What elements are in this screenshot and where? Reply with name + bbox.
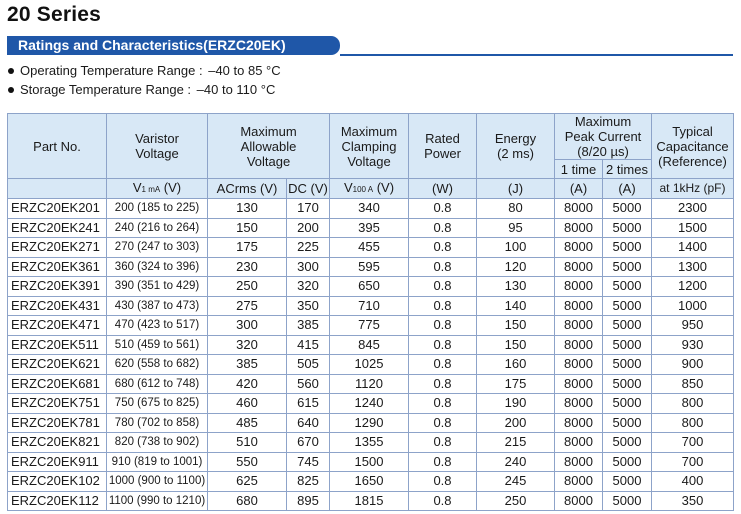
cell-varistor-voltage: 240 (216 to 264) — [107, 218, 208, 238]
cell-energy: 175 — [477, 374, 555, 394]
condition-storage-temp — [7, 80, 281, 99]
table-row — [8, 257, 734, 277]
cell-dc-voltage: 560 — [287, 374, 330, 394]
unit-peak-2times: (A) — [603, 179, 652, 199]
cell-peak-current-2times: 5000 — [603, 355, 652, 375]
header-typical-capacitance: Typical Capacitance (Reference) — [652, 114, 734, 179]
cell-part-no: ERZC20EK271 — [8, 238, 107, 258]
cell-clamping-voltage: 1120 — [330, 374, 409, 394]
cell-rated-power: 0.8 — [409, 433, 477, 453]
cell-peak-current-1time: 8000 — [555, 491, 603, 511]
cell-energy: 95 — [477, 218, 555, 238]
condition-value: –40 to 110 °C — [196, 82, 276, 97]
cell-energy: 250 — [477, 491, 555, 511]
cell-acrms-voltage: 150 — [208, 218, 287, 238]
cell-peak-current-1time: 8000 — [555, 452, 603, 472]
cell-varistor-voltage: 270 (247 to 303) — [107, 238, 208, 258]
header-peak-2times: 2 times — [603, 160, 652, 179]
cell-varistor-voltage: 1000 (900 to 1100) — [107, 472, 208, 492]
cell-clamping-voltage: 775 — [330, 316, 409, 336]
cell-energy: 150 — [477, 335, 555, 355]
cell-energy: 130 — [477, 277, 555, 297]
cell-rated-power: 0.8 — [409, 218, 477, 238]
unit-clamping-voltage: V100 A (V) — [330, 179, 409, 199]
cell-part-no: ERZC20EK102 — [8, 472, 107, 492]
cell-capacitance: 950 — [652, 316, 734, 336]
cell-rated-power: 0.8 — [409, 452, 477, 472]
cell-peak-current-1time: 8000 — [555, 394, 603, 414]
cell-energy: 160 — [477, 355, 555, 375]
cell-part-no: ERZC20EK361 — [8, 257, 107, 277]
cell-capacitance: 700 — [652, 433, 734, 453]
table-row — [8, 199, 734, 219]
table-row — [8, 472, 734, 492]
cell-rated-power: 0.8 — [409, 316, 477, 336]
cell-peak-current-1time: 8000 — [555, 257, 603, 277]
cell-peak-current-2times: 5000 — [603, 335, 652, 355]
cell-varistor-voltage: 1100 (990 to 1210) — [107, 491, 208, 511]
cell-rated-power: 0.8 — [409, 394, 477, 414]
cell-peak-current-2times: 5000 — [603, 452, 652, 472]
cell-rated-power: 0.8 — [409, 335, 477, 355]
cell-peak-current-1time: 8000 — [555, 413, 603, 433]
cell-varistor-voltage: 360 (324 to 396) — [107, 257, 208, 277]
cell-clamping-voltage: 595 — [330, 257, 409, 277]
cell-peak-current-1time: 8000 — [555, 355, 603, 375]
unit-energy: (J) — [477, 179, 555, 199]
cell-dc-voltage: 385 — [287, 316, 330, 336]
cell-part-no: ERZC20EK511 — [8, 335, 107, 355]
cell-dc-voltage: 670 — [287, 433, 330, 453]
cell-acrms-voltage: 175 — [208, 238, 287, 258]
cell-capacitance: 850 — [652, 374, 734, 394]
cell-peak-current-2times: 5000 — [603, 433, 652, 453]
cell-energy: 80 — [477, 199, 555, 219]
cell-energy: 240 — [477, 452, 555, 472]
cell-clamping-voltage: 1355 — [330, 433, 409, 453]
cell-acrms-voltage: 320 — [208, 335, 287, 355]
table-row — [8, 277, 734, 297]
cell-energy: 190 — [477, 394, 555, 414]
cell-rated-power: 0.8 — [409, 374, 477, 394]
cell-part-no: ERZC20EK241 — [8, 218, 107, 238]
cell-dc-voltage: 415 — [287, 335, 330, 355]
cell-peak-current-2times: 5000 — [603, 199, 652, 219]
cell-rated-power: 0.8 — [409, 277, 477, 297]
cell-acrms-voltage: 680 — [208, 491, 287, 511]
cell-dc-voltage: 615 — [287, 394, 330, 414]
cell-varistor-voltage: 820 (738 to 902) — [107, 433, 208, 453]
cell-part-no: ERZC20EK621 — [8, 355, 107, 375]
cell-capacitance: 700 — [652, 452, 734, 472]
cell-dc-voltage: 505 — [287, 355, 330, 375]
cell-dc-voltage: 320 — [287, 277, 330, 297]
table-row — [8, 491, 734, 511]
cell-clamping-voltage: 650 — [330, 277, 409, 297]
cell-part-no: ERZC20EK911 — [8, 452, 107, 472]
bullet-icon — [8, 68, 14, 74]
cell-dc-voltage: 225 — [287, 238, 330, 258]
cell-rated-power: 0.8 — [409, 491, 477, 511]
table-row — [8, 218, 734, 238]
cell-peak-current-1time: 8000 — [555, 218, 603, 238]
cell-varistor-voltage: 910 (819 to 1001) — [107, 452, 208, 472]
cell-varistor-voltage: 750 (675 to 825) — [107, 394, 208, 414]
cell-acrms-voltage: 130 — [208, 199, 287, 219]
cell-capacitance: 350 — [652, 491, 734, 511]
cell-part-no: ERZC20EK112 — [8, 491, 107, 511]
cell-acrms-voltage: 625 — [208, 472, 287, 492]
header-max-clamping-voltage: Maximum Clamping Voltage — [330, 114, 409, 179]
header-energy: Energy (2 ms) — [477, 114, 555, 179]
cell-peak-current-1time: 8000 — [555, 238, 603, 258]
cell-varistor-voltage: 470 (423 to 517) — [107, 316, 208, 336]
cell-peak-current-2times: 5000 — [603, 238, 652, 258]
table-row — [8, 296, 734, 316]
ratings-table — [7, 113, 734, 511]
cell-part-no: ERZC20EK681 — [8, 374, 107, 394]
cell-dc-voltage: 895 — [287, 491, 330, 511]
cell-rated-power: 0.8 — [409, 296, 477, 316]
section-banner: Ratings and Characteristics(ERZC20EK) — [7, 36, 340, 55]
cell-dc-voltage: 745 — [287, 452, 330, 472]
cell-clamping-voltage: 1500 — [330, 452, 409, 472]
cell-energy: 150 — [477, 316, 555, 336]
table-row — [8, 452, 734, 472]
condition-label: Storage Temperature Range : — [20, 82, 192, 97]
cell-part-no: ERZC20EK391 — [8, 277, 107, 297]
unit-capacitance: at 1kHz (pF) — [652, 179, 734, 199]
cell-peak-current-2times: 5000 — [603, 296, 652, 316]
cell-dc-voltage: 825 — [287, 472, 330, 492]
header-part-no: Part No. — [8, 114, 107, 179]
cell-part-no: ERZC20EK201 — [8, 199, 107, 219]
cell-clamping-voltage: 395 — [330, 218, 409, 238]
cell-peak-current-2times: 5000 — [603, 413, 652, 433]
cell-peak-current-1time: 8000 — [555, 335, 603, 355]
cell-peak-current-1time: 8000 — [555, 199, 603, 219]
cell-energy: 215 — [477, 433, 555, 453]
cell-varistor-voltage: 200 (185 to 225) — [107, 199, 208, 219]
cell-dc-voltage: 170 — [287, 199, 330, 219]
cell-part-no: ERZC20EK431 — [8, 296, 107, 316]
cell-part-no: ERZC20EK471 — [8, 316, 107, 336]
cell-clamping-voltage: 455 — [330, 238, 409, 258]
cell-clamping-voltage: 845 — [330, 335, 409, 355]
cell-clamping-voltage: 340 — [330, 199, 409, 219]
cell-varistor-voltage: 620 (558 to 682) — [107, 355, 208, 375]
cell-acrms-voltage: 550 — [208, 452, 287, 472]
condition-value: –40 to 85 °C — [208, 63, 281, 78]
condition-label: Operating Temperature Range : — [20, 63, 203, 78]
table-row — [8, 355, 734, 375]
cell-rated-power: 0.8 — [409, 199, 477, 219]
cell-part-no: ERZC20EK821 — [8, 433, 107, 453]
cell-peak-current-1time: 8000 — [555, 374, 603, 394]
table-body — [8, 199, 734, 511]
cell-capacitance: 900 — [652, 355, 734, 375]
cell-clamping-voltage: 1815 — [330, 491, 409, 511]
cell-rated-power: 0.8 — [409, 238, 477, 258]
unit-peak-1time: (A) — [555, 179, 603, 199]
cell-varistor-voltage: 780 (702 to 858) — [107, 413, 208, 433]
cell-peak-current-1time: 8000 — [555, 433, 603, 453]
cell-peak-current-1time: 8000 — [555, 277, 603, 297]
cell-dc-voltage: 300 — [287, 257, 330, 277]
cell-capacitance: 2300 — [652, 199, 734, 219]
cell-acrms-voltage: 385 — [208, 355, 287, 375]
cell-varistor-voltage: 390 (351 to 429) — [107, 277, 208, 297]
table-row — [8, 316, 734, 336]
cell-varistor-voltage: 680 (612 to 748) — [107, 374, 208, 394]
cell-part-no: ERZC20EK781 — [8, 413, 107, 433]
cell-capacitance: 1300 — [652, 257, 734, 277]
cell-peak-current-2times: 5000 — [603, 218, 652, 238]
cell-energy: 245 — [477, 472, 555, 492]
unit-power: (W) — [409, 179, 477, 199]
cell-acrms-voltage: 300 — [208, 316, 287, 336]
unit-dc: DC (V) — [287, 179, 330, 199]
cell-energy: 140 — [477, 296, 555, 316]
series-title: 20 Series — [7, 3, 102, 26]
header-rated-power: Rated Power — [409, 114, 477, 179]
cell-energy: 200 — [477, 413, 555, 433]
cell-clamping-voltage: 710 — [330, 296, 409, 316]
cell-clamping-voltage: 1650 — [330, 472, 409, 492]
cell-capacitance: 930 — [652, 335, 734, 355]
cell-energy: 120 — [477, 257, 555, 277]
cell-clamping-voltage: 1025 — [330, 355, 409, 375]
cell-capacitance: 1500 — [652, 218, 734, 238]
cell-energy: 100 — [477, 238, 555, 258]
cell-varistor-voltage: 430 (387 to 473) — [107, 296, 208, 316]
cell-varistor-voltage: 510 (459 to 561) — [107, 335, 208, 355]
table-row — [8, 394, 734, 414]
cell-part-no: ERZC20EK751 — [8, 394, 107, 414]
cell-peak-current-2times: 5000 — [603, 394, 652, 414]
cell-capacitance: 1000 — [652, 296, 734, 316]
cell-acrms-voltage: 420 — [208, 374, 287, 394]
cell-clamping-voltage: 1290 — [330, 413, 409, 433]
cell-peak-current-1time: 8000 — [555, 472, 603, 492]
cell-peak-current-2times: 5000 — [603, 277, 652, 297]
cell-capacitance: 400 — [652, 472, 734, 492]
condition-operating-temp — [7, 61, 281, 80]
cell-capacitance: 1400 — [652, 238, 734, 258]
cell-clamping-voltage: 1240 — [330, 394, 409, 414]
cell-peak-current-1time: 8000 — [555, 316, 603, 336]
table-row — [8, 413, 734, 433]
table-row — [8, 238, 734, 258]
cell-peak-current-1time: 8000 — [555, 296, 603, 316]
table-row — [8, 335, 734, 355]
cell-acrms-voltage: 485 — [208, 413, 287, 433]
cell-acrms-voltage: 510 — [208, 433, 287, 453]
cell-rated-power: 0.8 — [409, 472, 477, 492]
cell-dc-voltage: 200 — [287, 218, 330, 238]
cell-dc-voltage: 350 — [287, 296, 330, 316]
cell-rated-power: 0.8 — [409, 413, 477, 433]
cell-peak-current-2times: 5000 — [603, 491, 652, 511]
cell-peak-current-2times: 5000 — [603, 316, 652, 336]
cell-rated-power: 0.8 — [409, 257, 477, 277]
cell-peak-current-2times: 5000 — [603, 257, 652, 277]
table-row — [8, 374, 734, 394]
cell-rated-power: 0.8 — [409, 355, 477, 375]
header-max-allowable-voltage: Maximum Allowable Voltage — [208, 114, 330, 179]
header-max-peak-current: Maximum Peak Current (8/20 µs) — [555, 114, 652, 160]
header-varistor-voltage: Varistor Voltage — [107, 114, 208, 179]
unit-varistor-voltage: V1 mA (V) — [107, 179, 208, 199]
cell-acrms-voltage: 275 — [208, 296, 287, 316]
unit-part-no — [8, 179, 107, 199]
cell-peak-current-2times: 5000 — [603, 374, 652, 394]
bullet-icon — [8, 87, 14, 93]
table-row — [8, 433, 734, 453]
cell-acrms-voltage: 250 — [208, 277, 287, 297]
conditions-list — [7, 61, 281, 99]
cell-peak-current-2times: 5000 — [603, 472, 652, 492]
cell-dc-voltage: 640 — [287, 413, 330, 433]
cell-capacitance: 800 — [652, 413, 734, 433]
banner-divider — [340, 54, 733, 56]
cell-acrms-voltage: 230 — [208, 257, 287, 277]
cell-capacitance: 800 — [652, 394, 734, 414]
cell-acrms-voltage: 460 — [208, 394, 287, 414]
cell-capacitance: 1200 — [652, 277, 734, 297]
header-peak-1time: 1 time — [555, 160, 603, 179]
unit-acrms: ACrms (V) — [208, 179, 287, 199]
